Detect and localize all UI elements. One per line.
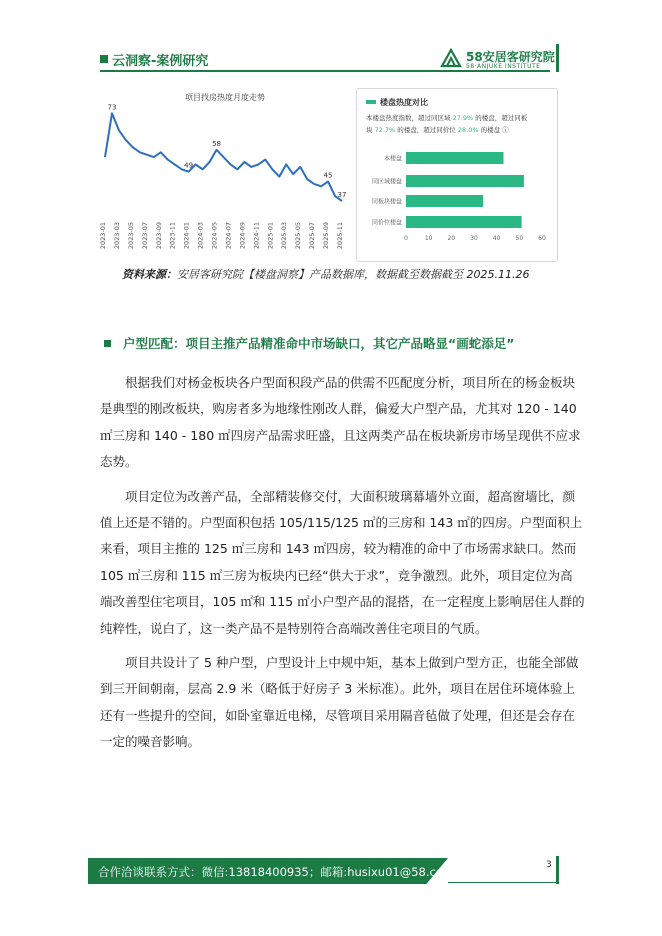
section-square	[104, 340, 111, 347]
line-data-label: 45	[323, 171, 333, 180]
x-tick-label: 2025-03	[280, 222, 289, 250]
page-number: 3	[546, 860, 552, 870]
bar-chart-title: 楼盘热度对比	[380, 98, 428, 107]
body-line: 一定的噪音影响。	[100, 734, 201, 750]
subtitle-percent: 27.9%	[452, 114, 474, 122]
subtitle-text: 块	[366, 126, 375, 134]
body-line: 105 ㎡三房和 115 ㎡三房为板块内已经“供大于求”，竞争激烈。此外，项目定位为高	[100, 567, 573, 583]
x-tick-label: 2024-05	[210, 222, 219, 250]
x-tick-label: 50	[515, 235, 524, 242]
bar-chart-title-mark	[366, 100, 376, 104]
x-tick-label: 2025-05	[294, 222, 303, 250]
bar	[406, 216, 522, 228]
bar-category-label: 同价位楼盘	[371, 219, 402, 227]
bar	[406, 175, 524, 187]
footer-side-bar	[556, 856, 559, 884]
body-line: 项目定位为改善产品，全部精装修交付，大面积玻璃幕墙外立面，超高窗墙比，颜	[125, 488, 576, 504]
x-tick-label: 60	[538, 235, 546, 242]
x-tick-label: 2023-05	[126, 222, 135, 250]
x-tick-label: 2023-11	[168, 222, 177, 250]
x-tick-label: 2024-03	[196, 222, 205, 250]
subtitle-text: 的楼盘，超过同价位	[395, 126, 458, 134]
subtitle-text: 的楼盘，超过同板	[473, 114, 528, 122]
header-title: 云洞察-案例研究	[112, 54, 209, 69]
body-line: 端改善型住宅项目，105 ㎡和 115 ㎡小户型产品的混搭，在一定程度上影响居住人群的	[100, 594, 585, 610]
logo-subtext: 58·ANJUKE INSTITUTE	[466, 63, 541, 70]
bar-category-label: 同区域楼盘	[371, 178, 402, 186]
x-tick-label: 0	[404, 235, 408, 242]
heat-comparison-bar-chart	[356, 88, 560, 268]
body-text	[100, 370, 585, 756]
x-tick-label: 2025-11	[336, 222, 344, 250]
source-label: 资料来源：	[122, 268, 177, 281]
bar-chart-subtitle-line	[366, 125, 509, 134]
footer-contact: 合作洽谈联系方式：微信:13818400935；邮箱:husixu01@58.com；	[98, 865, 466, 879]
bar-category-label: 同板块楼盘	[371, 198, 402, 206]
header-rule	[100, 70, 550, 72]
body-line: 来看，项目主推的 125 ㎡三房和 143 ㎡四房，较为精准的命中了市场需求缺口。然而	[100, 541, 577, 557]
bar-chart-subtitle-line	[366, 113, 528, 122]
x-tick-label: 2024-01	[182, 222, 191, 250]
line-data-label: 49	[184, 161, 194, 170]
section-title: 户型匹配：项目主推产品精准命中市场缺口，其它产品略显“画蛇添足”	[123, 336, 515, 351]
x-tick-label: 2023-09	[154, 222, 163, 250]
subtitle-text: 的楼盘 ⓘ	[478, 126, 509, 134]
subtitle-percent: 28.0%	[457, 126, 479, 134]
line-data-label: 73	[107, 103, 117, 112]
x-tick-label: 2025-01	[266, 222, 275, 250]
x-tick-label: 2023-03	[112, 222, 121, 250]
body-line: 是典型的刚改板块，购房者多为地缘性刚改人群，偏爱大户型产品，尤其对 120 - 140	[100, 401, 577, 417]
line-series	[105, 113, 342, 201]
body-line: 到三开间朝南，层高 2.9 米（略低于好房子 3 米标准）。此外，项目在居住环境体验上	[100, 681, 575, 697]
body-line: 态势。	[100, 454, 138, 470]
bar	[406, 195, 483, 207]
footer-rule	[448, 882, 558, 883]
line-data-label: 37	[337, 190, 347, 199]
x-tick-label: 20	[447, 235, 456, 242]
x-tick-label: 2023-01	[99, 222, 107, 250]
body-line: ㎡三房和 140 - 180 ㎡四房产品需求旺盛，且这两类产品在板块新房市场呈现供不应求	[100, 427, 581, 443]
source-caption	[122, 266, 529, 282]
body-line: 还有一些提升的空间，如卧室靠近电梯，尽管项目采用隔音毡做了处理，但还是会存在	[100, 707, 576, 723]
x-tick-label: 2024-07	[224, 222, 233, 250]
x-tick-label: 2025-09	[322, 222, 331, 250]
x-tick-label: 2023-07	[140, 222, 149, 250]
header-square	[100, 55, 108, 63]
header-side-bar	[556, 44, 559, 72]
subtitle-percent: 72.7%	[374, 126, 396, 134]
bar	[406, 152, 504, 164]
x-tick-label: 2025-07	[308, 222, 317, 250]
x-tick-label: 40	[492, 235, 501, 242]
body-line: 纯粹性，说白了，这一类产品不是特别符合高端改善住宅项目的气质。	[100, 620, 488, 636]
x-tick-label: 2024-09	[238, 222, 247, 250]
line-data-label: 58	[212, 139, 221, 148]
subtitle-text: 本楼盘热度指数，超过同区域	[366, 114, 453, 122]
bar-category-label: 本楼盘	[383, 155, 402, 163]
line-chart-title: 项目找房热度月度走势	[185, 93, 265, 102]
house-logo-icon	[440, 47, 462, 69]
body-line: 值上还是不错的。户型面积包括 105/115/125 ㎡的三房和 143 ㎡的四房。户型面积上	[100, 515, 583, 531]
x-tick-label: 2024-11	[252, 222, 261, 250]
x-tick-label: 30	[470, 235, 478, 242]
logo-text: 58安居客研究院	[466, 50, 555, 64]
x-tick-label: 10	[424, 235, 433, 242]
source-text: 安居客研究院【楼盘洞察】产品数据库，数据截至数据截至 2025.11.26	[177, 268, 530, 281]
monthly-heat-line-chart	[100, 88, 350, 268]
body-line: 根据我们对杨金板块各户型面积段产品的供需不匹配度分析，项目所在的杨金板块	[125, 375, 576, 390]
body-line: 项目共设计了 5 种户型，户型设计上中规中矩，基本上做到户型方正，也能全部做	[125, 655, 579, 671]
